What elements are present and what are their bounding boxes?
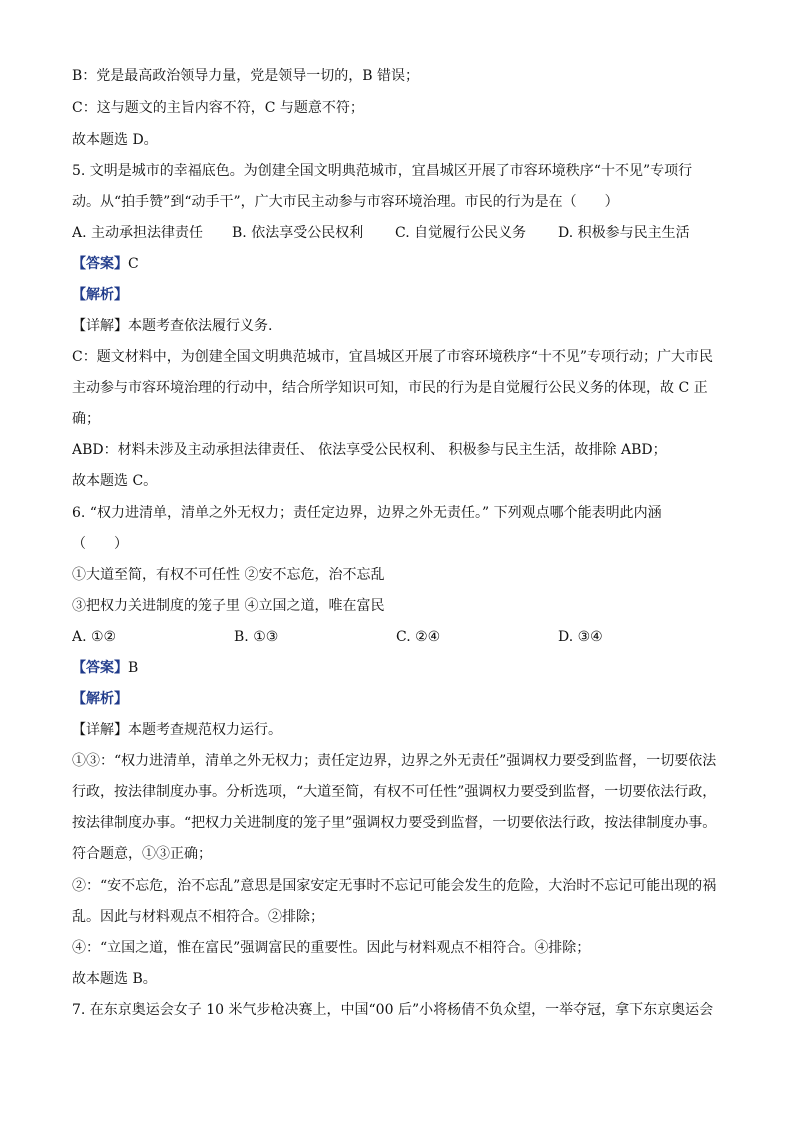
question-5-stem: 动。从“拍手赞”到“动手干”，广大市民主动参与市容环境治理。市民的行为是在（ ）	[72, 194, 619, 210]
option-c: C. ②④	[396, 629, 441, 645]
option-d: D. 积极参与民主生活	[558, 225, 690, 241]
text-line: ABD：材料未涉及主动承担法律责任、 依法享受公民权利、 积极参与民主生活，故排除 ABD；	[72, 442, 667, 458]
answer-value: B	[128, 660, 139, 676]
analysis-label: 【解析】	[72, 287, 128, 303]
answer-line	[72, 658, 724, 678]
text-line: C：这与题文的主旨内容不符，C 与题意不符；	[72, 100, 364, 116]
text-line: 故本题选 C。	[72, 473, 158, 489]
text-line: 故本题选 B。	[72, 971, 157, 987]
detail-line: 【详解】本题考查依法履行义务.	[72, 318, 273, 334]
text-line: 故本题选 D。	[72, 132, 158, 148]
text-line: 符合题意，①③正确；	[72, 846, 212, 862]
text-line: 确；	[72, 411, 100, 427]
text-line: ①③：“权力进清单，清单之外无权力；责任定边界，边界之外无责任”强调权力要受到监督，一切要依法	[72, 753, 717, 769]
option-a: A. ①②	[72, 629, 117, 645]
option-b: B. ①③	[234, 629, 279, 645]
question-6-statements: ①大道至简，有权不可任性 ②安不忘危，治不忘乱	[72, 567, 385, 583]
question-6-options	[72, 627, 724, 647]
text-line: 按法律制度办事。“把权力关进制度的笼子里”强调权力要受到监督，一切要依法行政，按法律制度办事。	[72, 815, 717, 831]
answer-line	[72, 254, 724, 274]
answer-label: 【答案】	[72, 660, 128, 676]
text-line: ②：“安不忘危，治不忘乱”意思是国家安定无事时不忘记可能会发生的危险，大治时不忘记可能出现的祸	[72, 878, 717, 894]
option-b: B. 依法享受公民权利	[232, 225, 364, 241]
question-6-statements: ③把权力关进制度的笼子里 ④立国之道，唯在富民	[72, 598, 385, 614]
detail-line: 【详解】本题考查规范权力运行。	[72, 722, 282, 738]
text-line: 行政，按法律制度办事。分析选项，“大道至简，有权不可任性”强调权力要受到监督，一切要依法行政，	[72, 784, 717, 800]
question-7-stem: 7. 在东京奥运会女子 10 米气步枪决赛上，中国“00 后”小将杨倩不负众望，一举夺冠，拿下东京奥运会	[72, 1002, 714, 1018]
answer-value: C	[128, 256, 139, 272]
option-a: A. 主动承担法律责任	[72, 225, 204, 241]
analysis-label: 【解析】	[72, 691, 128, 707]
question-5-options	[72, 223, 724, 243]
answer-label: 【答案】	[72, 256, 128, 272]
question-6-stem: 6. “权力进清单，清单之外无权力；责任定边界，边界之外无责任。” 下列观点哪个能表明此内涵	[72, 505, 662, 521]
text-line: 乱。因此与材料观点不相符合。②排除；	[72, 909, 324, 925]
text-line: ④：“立国之道，惟在富民”强调富民的重要性。因此与材料观点不相符合。④排除；	[72, 940, 591, 956]
text-line: B：党是最高政治领导力量，党是领导一切的，B 错误；	[72, 68, 420, 84]
option-d: D. ③④	[558, 629, 603, 645]
text-line: 主动参与市容环境治理的行动中，结合所学知识可知，市民的行为是自觉履行公民义务的体现，故 C 正	[72, 380, 708, 396]
question-6-stem: （ ）	[72, 536, 128, 552]
option-c: C. 自觉履行公民义务	[395, 225, 527, 241]
question-5-stem: 5. 文明是城市的幸福底色。为创建全国文明典范城市，宜昌城区开展了市容环境秩序“十不见”专项行	[72, 163, 693, 179]
text-line: C：题文材料中，为创建全国文明典范城市，宜昌城区开展了市容环境秩序“十不见”专项行动；广大市民	[72, 349, 714, 365]
